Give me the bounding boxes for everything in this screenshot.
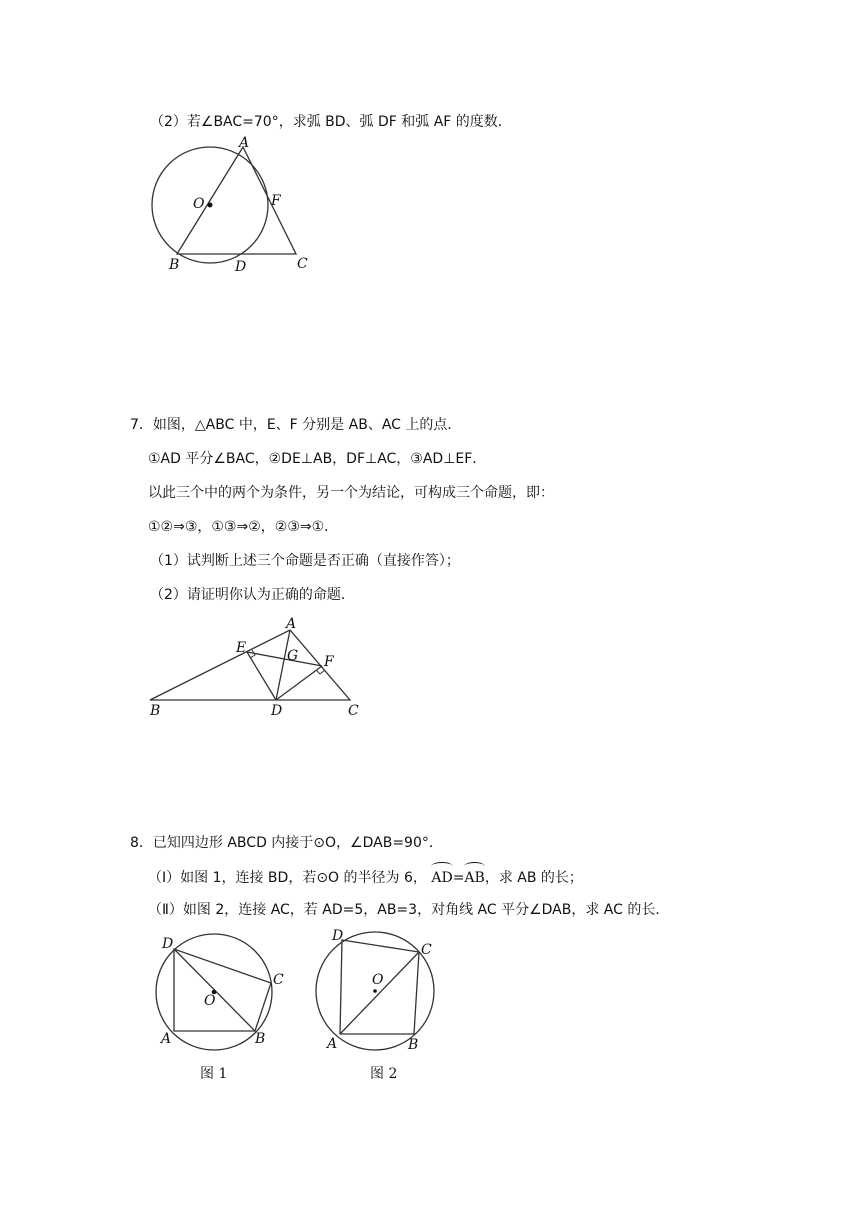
q7-propositions: ①②⇒③，①③⇒②，②③⇒①． [148,519,339,535]
q6-label-D: D [235,259,247,275]
q8-part1-pre: （Ⅰ）如图 1，连接 BD，若⊙O 的半径为 6， [148,870,427,886]
q6-part2-text: （2）若∠BAC=70°，求弧 BD、弧 DF 和弧 AF 的度数． [150,114,512,130]
q8-arc-ab: AB [464,866,484,888]
q8-figure-2 [310,926,450,1060]
fig2-label-D: D [332,928,344,944]
q6-label-B: B [169,257,180,273]
q7-label-G: G [287,648,299,664]
q7-label-D: D [271,703,283,719]
fig2-label-C: C [421,942,432,958]
q8-stem: 8．已知四边形 ABCD 内接于⊙O，∠DAB=90°． [130,835,443,851]
q8-part1-post: ，求 AB 的长； [484,870,583,886]
fig1-label-D: D [162,936,174,952]
fig1-label-O: O [204,993,216,1009]
q6-label-O: O [193,196,205,212]
fig1-label-B: B [255,1031,266,1047]
fig2-label-A: A [327,1036,338,1052]
q7-label-C: C [348,703,359,719]
fig1-label-A: A [161,1031,172,1047]
q7-conditions: ①AD 平分∠BAC，②DE⊥AB，DF⊥AC，③AD⊥EF． [148,451,487,467]
q6-label-C: C [297,256,308,272]
q8-figure-1 [150,930,290,1059]
q8-part1 [148,866,583,888]
q7-stem: 7．如图，△ABC 中，E、F 分别是 AB、AC 上的点． [130,417,462,433]
q6-center-dot [208,203,213,208]
q7-label-F: F [324,654,334,670]
fig1-caption: 图 1 [200,1066,228,1082]
q6-label-F: F [271,193,281,209]
fig2-label-B: B [408,1037,419,1053]
q8-arc-equals: = [452,870,465,886]
q8-part2: （Ⅱ）如图 2，连接 AC，若 AD=5，AB=3，对角线 AC 平分∠DAB，求 AC 的长． [148,902,670,918]
q7-label-A: A [286,616,297,632]
q7-label-B: B [150,703,161,719]
fig2-label-O: O [372,972,384,988]
q7-figure [140,612,370,726]
q7-label-E: E [236,640,247,656]
q7-part1: （1）试判断上述三个命题是否正确（直接作答）； [150,553,460,569]
fig1-label-C: C [273,972,284,988]
fig2-caption: 图 2 [370,1066,398,1082]
q7-part2: （2）请证明你认为正确的命题． [150,587,355,603]
q8-arc-ad: AD [431,866,452,888]
q6-figure [140,135,330,284]
q6-label-A: A [239,135,250,151]
q7-instruction: 以此三个中的两个为条件，另一个为结论，可构成三个命题，即： [148,485,554,501]
